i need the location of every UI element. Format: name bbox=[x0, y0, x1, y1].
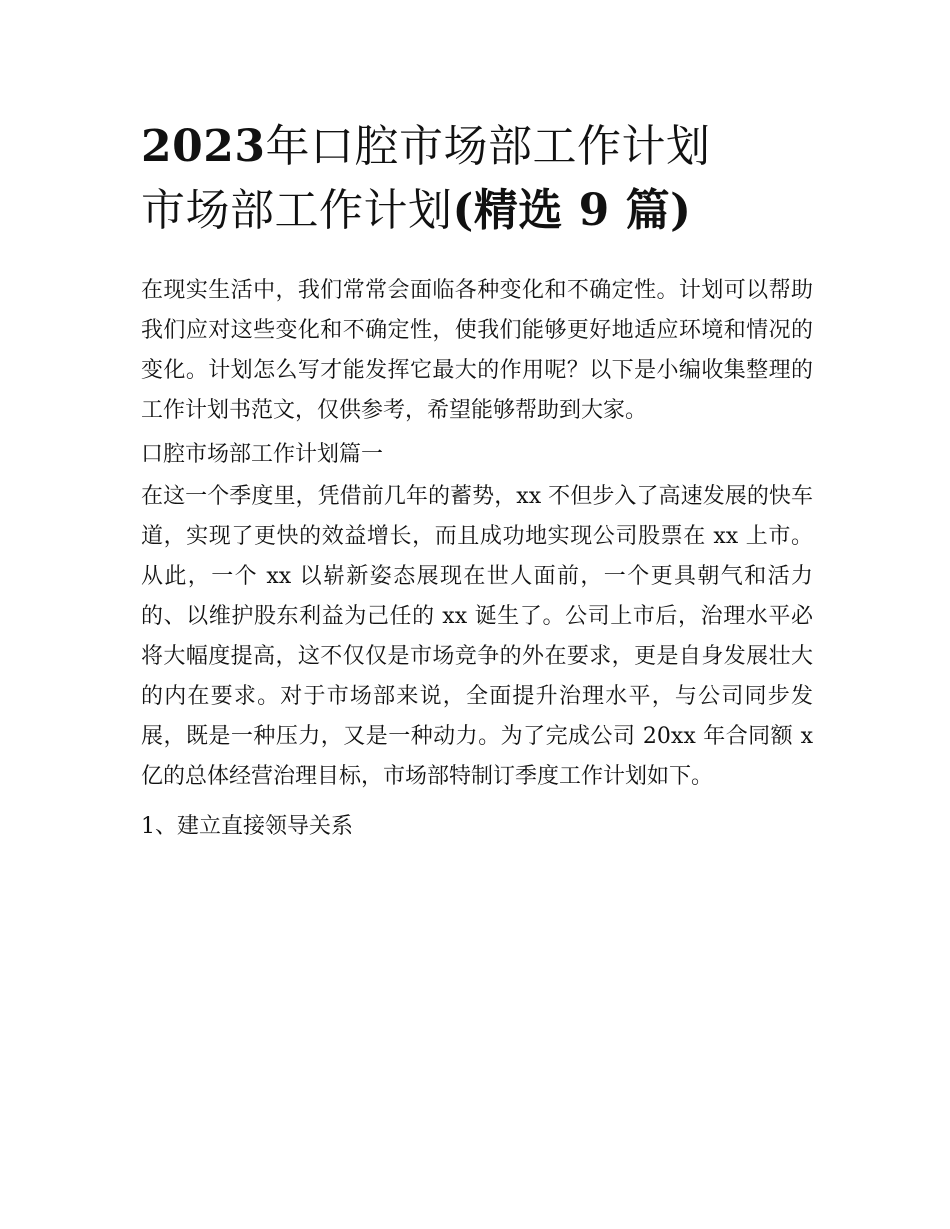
body-paragraph: 在这一个季度里，凭借前几年的蓄势，xx 不但步入了高速发展的快车道，实现了更快的效益增长，而且成功地实现公司股票在 xx 上市。从此，一个 xx 以崭新姿态展现在世人面前，一个更具朝气和活力的、以维护股东利益为己任的 xx 诞生了。公司上市后，治理水平必将大幅度提高，这不仅仅是市场竞争的外在要求，更是自身发展壮大的内在要求。对于市场部来说，全面提升治理水平，与公司同步发展，既是一种压力，又是一种动力。为了完成公司 20xx 年合同额 x 亿的总体经营治理目标，市场部特制订季度工作计划如下。 bbox=[141, 484, 813, 789]
title-line-2 bbox=[141, 179, 813, 243]
section-heading: 口腔市场部工作计划篇一 bbox=[141, 442, 384, 467]
title-line-2-text: 市场部工作计划 bbox=[141, 185, 453, 236]
document-page bbox=[141, 115, 813, 847]
title-line-2-suffix: (精选 9 篇) bbox=[452, 185, 692, 236]
title-year: 2023 bbox=[141, 121, 266, 172]
document-body bbox=[141, 271, 813, 847]
list-item: 1、建立直接领导关系 bbox=[141, 814, 353, 839]
title-line-1 bbox=[141, 115, 813, 179]
intro-paragraph: 在现实生活中，我们常常会面临各种变化和不确定性。计划可以帮助我们应对这些变化和不确定性，使我们能够更好地适应环境和情况的变化。计划怎么写才能发挥它最大的作用呢？以下是小编收集整理的工作计划书范文，仅供参考，希望能够帮助到大家。 bbox=[141, 278, 813, 423]
title-line-1-text: 年口腔市场部工作计划 bbox=[265, 121, 711, 172]
document-title bbox=[141, 115, 813, 243]
